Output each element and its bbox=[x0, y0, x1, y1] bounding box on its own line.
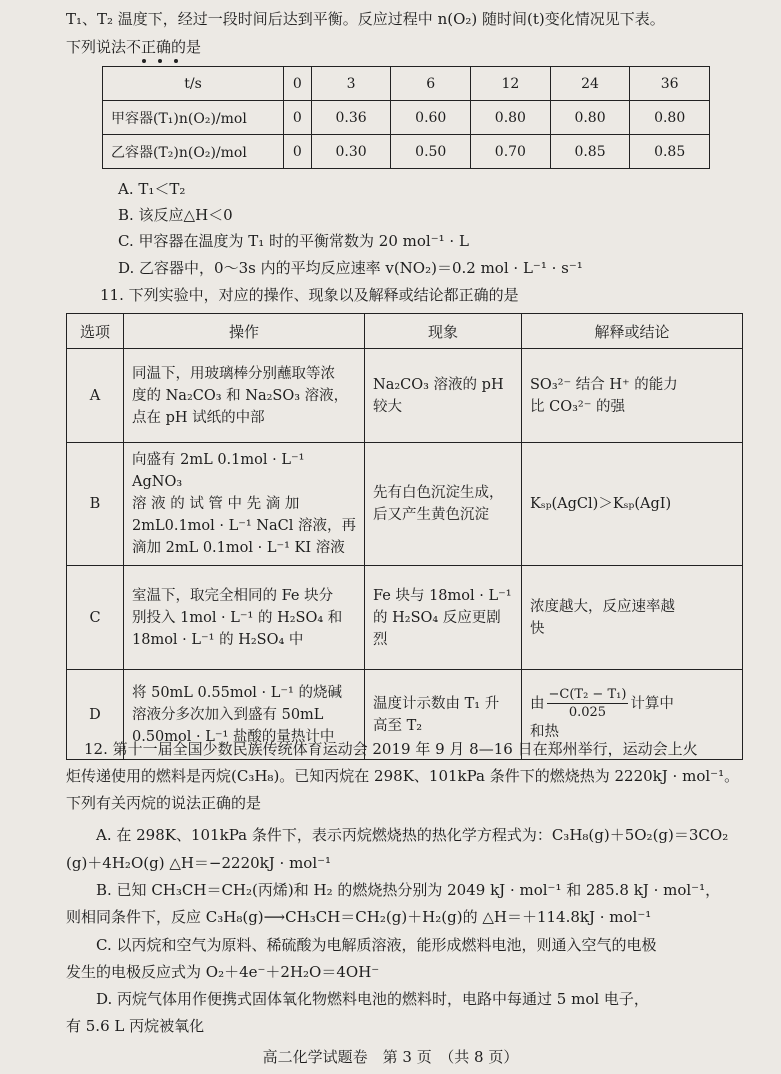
operation-cell bbox=[124, 443, 365, 566]
header-operation: 操作 bbox=[124, 314, 365, 349]
phenomenon-cell bbox=[365, 349, 522, 443]
cell-line: 溶液分多次加入到盛有 50mL bbox=[132, 706, 324, 723]
q12-line: 炬传递使用的燃料是丙烷(C₃H₈)。已知丙烷在 298K、101kPa 条件下的燃烧热为 2220kJ · mol⁻¹。 bbox=[66, 767, 740, 785]
table-cell: 0.36 bbox=[311, 101, 391, 135]
q12-line: 12. 第十一届全国少数民族传统体育运动会 2019 年 9 月 8—16 日在郑州举行，运动会上火 bbox=[84, 740, 698, 758]
cell-line: 0.50mol · L⁻¹ 盐酸的量热计中 bbox=[132, 728, 335, 745]
cell-line: 点在 pH 试纸的中部 bbox=[132, 409, 265, 426]
table-header-cell: 24 bbox=[550, 67, 630, 101]
table-row bbox=[103, 101, 710, 135]
q12-line: 有 5.6 L 丙烷被氧化 bbox=[66, 1017, 205, 1035]
cell-line: 高至 T₂ bbox=[373, 717, 423, 734]
cell-line: Fe 块与 18mol · L⁻¹ bbox=[373, 587, 512, 604]
table-header-cell: 0 bbox=[284, 67, 312, 101]
emphasis-dot bbox=[174, 59, 178, 63]
cell-line: 度的 Na₂CO₃ 和 Na₂SO₃ 溶液， bbox=[132, 387, 349, 404]
table-header-row bbox=[67, 314, 743, 349]
operation-cell bbox=[124, 566, 365, 670]
table-cell: 0.80 bbox=[550, 101, 630, 135]
conclusion-cell bbox=[522, 443, 743, 566]
conclusion-prefix: 由 bbox=[530, 695, 545, 712]
q10-option-b: B. 该反应△H＜0 bbox=[118, 206, 233, 224]
option-label: B bbox=[67, 443, 124, 566]
table-cell: 0.60 bbox=[391, 101, 471, 135]
cell-line: 将 50mL 0.55mol · L⁻¹ 的烧碱 bbox=[132, 684, 342, 701]
operation-cell bbox=[124, 349, 365, 443]
emphasis-dot bbox=[142, 59, 146, 63]
fraction-denominator: 0.025 bbox=[568, 705, 607, 720]
table-cell: 0.50 bbox=[391, 135, 471, 169]
n-o2-time-table bbox=[102, 66, 710, 169]
cell-line: 滴加 2mL 0.1mol · L⁻¹ KI 溶液 bbox=[132, 540, 345, 556]
table-cell: 0.80 bbox=[630, 101, 710, 135]
cell-line: 和热 bbox=[530, 724, 559, 740]
row-label: 乙容器(T₂)n(O₂)/mol bbox=[103, 135, 284, 169]
fraction bbox=[547, 686, 629, 721]
cell-line: Kₛₚ(AgCl)＞Kₛₚ(AgI) bbox=[530, 496, 672, 512]
cell-line: 室温下，取完全相同的 Fe 块分 bbox=[132, 587, 334, 604]
q10-option-a: A. T₁＜T₂ bbox=[118, 180, 186, 198]
table-row bbox=[103, 135, 710, 169]
cell-line: 温度计示数由 T₁ 升 bbox=[373, 695, 500, 712]
q12-line: 则相同条件下，反应 C₃H₈(g)⟶CH₃CH＝CH₂(g)＋H₂(g)的 △H＝＋114.8kJ · mol⁻¹ bbox=[66, 908, 652, 926]
cell-line: Na₂CO₃ 溶液的 pH bbox=[373, 376, 504, 393]
q12-line: 下列有关丙烷的说法正确的是 bbox=[66, 794, 262, 812]
phenomenon-cell bbox=[365, 443, 522, 566]
q12-line: (g)＋4H₂O(g) △H＝−2220kJ · mol⁻¹ bbox=[66, 854, 332, 872]
cell-line: 先有白色沉淀生成， bbox=[373, 485, 504, 501]
table-cell: 0 bbox=[284, 135, 312, 169]
table-cell: 0.85 bbox=[630, 135, 710, 169]
cell-line: SO₃²⁻ 结合 H⁺ 的能力 bbox=[530, 376, 678, 393]
cell-line: 后又产生黄色沉淀 bbox=[373, 507, 489, 523]
cell-line: 烈 bbox=[373, 631, 388, 648]
header-option: 选项 bbox=[67, 314, 124, 349]
table-row bbox=[67, 443, 743, 566]
q12-option-b: B. 已知 CH₃CH＝CH₂(丙烯)和 H₂ 的燃烧热分别为 2049 kJ · mol⁻¹ 和 285.8 kJ · mol⁻¹， bbox=[96, 881, 721, 899]
intro-line-1: T₁、T₂ 温度下，经过一段时间后达到平衡。反应过程中 n(O₂) 随时间(t)变化情况见下表。 bbox=[66, 10, 665, 28]
fraction-numerator: −C(T₂ − T₁) bbox=[548, 687, 627, 702]
q12-option-c: C. 以丙烷和空气为原料、稀硫酸为电解质溶液，能形成燃料电池，则通入空气的电极 bbox=[96, 936, 657, 954]
table-header-cell: 12 bbox=[471, 67, 551, 101]
q11-stem: 11. 下列实验中，对应的操作、现象以及解释或结论都正确的是 bbox=[100, 286, 519, 304]
table-cell: 0.70 bbox=[471, 135, 551, 169]
cell-line: 的 H₂SO₄ 反应更剧 bbox=[373, 609, 501, 626]
option-label: A bbox=[67, 349, 124, 443]
row-label: 甲容器(T₁)n(O₂)/mol bbox=[103, 101, 284, 135]
q12-option-a: A. 在 298K、101kPa 条件下，表示丙烷燃烧热的热化学方程式为：C₃H₈(g)＋5O₂(g)＝3CO₂ bbox=[96, 826, 729, 844]
cell-line: 比 CO₃²⁻ 的强 bbox=[530, 398, 625, 415]
experiment-table bbox=[66, 313, 743, 760]
cell-line: 18mol · L⁻¹ 的 H₂SO₄ 中 bbox=[132, 631, 304, 648]
cell-line: 浓度越大，反应速率越 bbox=[530, 598, 675, 615]
table-header-cell: 6 bbox=[391, 67, 471, 101]
cell-line: 别投入 1mol · L⁻¹ 的 H₂SO₄ 和 bbox=[132, 609, 343, 626]
header-conclusion: 解释或结论 bbox=[522, 314, 743, 349]
table-cell: 0.80 bbox=[471, 101, 551, 135]
page-footer: 高二化学试题卷 第 3 页 （共 8 页） bbox=[262, 1048, 519, 1066]
emphasis-dot bbox=[158, 59, 162, 63]
table-header-row bbox=[103, 67, 710, 101]
table-cell: 0.30 bbox=[311, 135, 391, 169]
conclusion-suffix: 计算中 bbox=[630, 695, 674, 712]
cell-line: 向盛有 2mL 0.1mol · L⁻¹ AgNO₃ bbox=[132, 452, 305, 490]
table-header-cell: 36 bbox=[630, 67, 710, 101]
option-label: D bbox=[67, 670, 124, 760]
header-phenomenon: 现象 bbox=[365, 314, 522, 349]
intro-line-2: 下列说法不正确的是 bbox=[66, 38, 202, 56]
cell-line: 较大 bbox=[373, 398, 402, 415]
table-header-cell: t/s bbox=[103, 67, 284, 101]
cell-line: 快 bbox=[530, 620, 545, 637]
cell-line: 同温下，用玻璃棒分别蘸取等浓 bbox=[132, 365, 335, 382]
table-header-cell: 3 bbox=[311, 67, 391, 101]
fraction-line bbox=[530, 686, 734, 721]
cell-line: 2mL0.1mol · L⁻¹ NaCl 溶液，再 bbox=[132, 518, 356, 534]
q12-line: 发生的电极反应式为 O₂＋4e⁻＋2H₂O＝4OH⁻ bbox=[66, 963, 380, 981]
option-label: C bbox=[67, 566, 124, 670]
table-row bbox=[67, 349, 743, 443]
phenomenon-cell bbox=[365, 566, 522, 670]
cell-line: 溶 液 的 试 管 中 先 滴 加 bbox=[132, 496, 300, 512]
q10-option-c: C. 甲容器在温度为 T₁ 时的平衡常数为 20 mol⁻¹ · L bbox=[118, 232, 469, 250]
table-cell: 0.85 bbox=[550, 135, 630, 169]
q10-option-d: D. 乙容器中，0～3s 内的平均反应速率 v(NO₂)＝0.2 mol · L⁻¹ · s⁻¹ bbox=[118, 259, 583, 277]
table-row bbox=[67, 566, 743, 670]
table-cell: 0 bbox=[284, 101, 312, 135]
conclusion-cell bbox=[522, 349, 743, 443]
conclusion-cell bbox=[522, 566, 743, 670]
q12-option-d: D. 丙烷气体用作便携式固体氧化物燃料电池的燃料时，电路中每通过 5 mol 电子， bbox=[96, 990, 649, 1008]
